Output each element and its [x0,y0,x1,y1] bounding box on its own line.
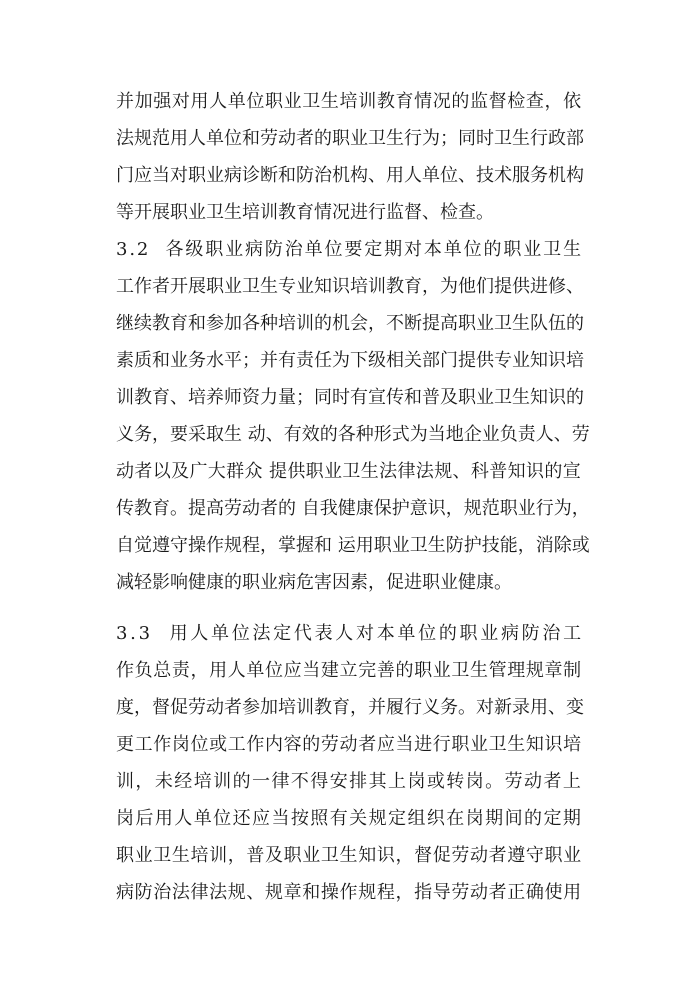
text-line: 等开展职业卫生培训教育情况进行监督、检查。 [116,202,494,223]
text-line: 训教育、培养师资力量；同时有宣传和普及职业卫生知识的 [116,387,584,408]
text-line: 自觉遵守操作规程，掌握和 运用职业卫生防护技能，消除或 [116,535,590,556]
text-line: 工作者开展职业卫生专业知识培训教育，为他们提供进修、 [116,276,584,297]
text-line: 法规范用人单位和劳动者的职业卫生行为；同时卫生行政部 [116,128,584,149]
text-line: 素质和业务水平；并有责任为下级相关部门提供专业知识培 [116,350,584,371]
text-line: 并加强对用人单位职业卫生培训教育情况的监督检查，依 [116,91,582,112]
text-line: 传教育。提高劳动者的 自我健康保护意识，规范职业行为， [116,498,590,519]
text-line: 3.3 用人单位法定代表人对本单位的职业病防治工 [116,623,584,644]
text-line: 门应当对职业病诊断和防治机构、用人单位、技术服务机构 [116,165,584,186]
text-line: 减轻影响健康的职业病危害因素，促进职业健康。 [116,572,512,593]
text-line: 3.2 各级职业病防治单位要定期对本单位的职业卫生 [116,239,583,260]
text-line: 动者以及广大群众 提供职业卫生法律法规、科普知识的宣 [116,461,582,482]
text-line: 训，未经培训的一律不得安排其上岗或转岗。劳动者上 [116,771,583,792]
text-line: 义务，要采取生 动、有效的各种形式为当地企业负责人、劳 [116,424,590,445]
text-line: 继续教育和参加各种培训的机会，不断提高职业卫生队伍的 [116,313,584,334]
text-line: 更工作岗位或工作内容的劳动者应当进行职业卫生知识培 [116,734,582,755]
text-line: 病防治法律法规、规章和操作规程，指导劳动者正确使用 [116,882,582,903]
text-line: 岗后用人单位还应当按照有关规定组织在岗期间的定期 [116,808,583,829]
text-line: 作负总责，用人单位应当建立完善的职业卫生管理规章制 [116,660,582,681]
text-line: 职业卫生培训，普及职业卫生知识，督促劳动者遵守职业 [116,845,582,866]
text-line: 度，督促劳动者参加培训教育，并履行义务。对新录用、变 [116,697,584,718]
